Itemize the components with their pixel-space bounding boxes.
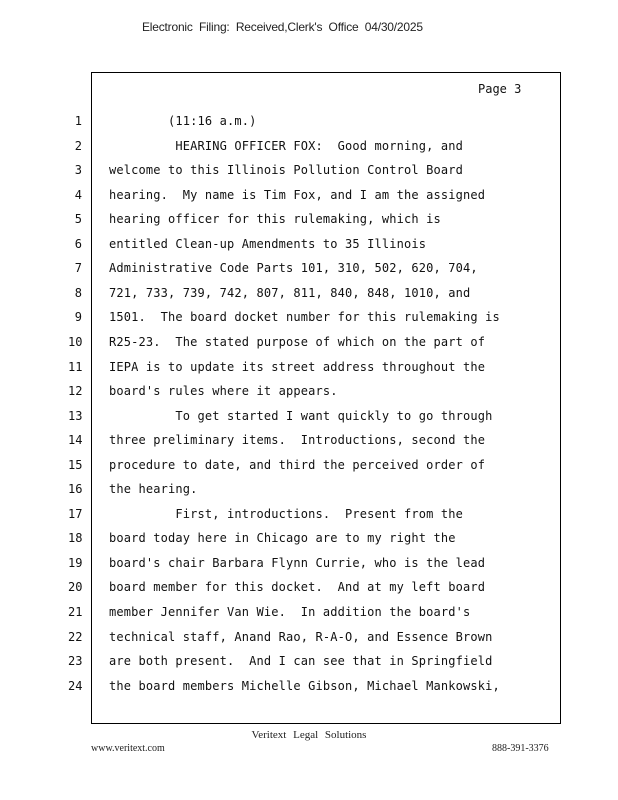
transcript-line-text: entitled Clean-up Amendments to 35 Illinois (109, 237, 427, 251)
line-number: 17 (68, 507, 83, 521)
transcript-line-text: R25-23. The stated purpose of which on the part of (109, 335, 486, 349)
line-number: 16 (68, 482, 83, 496)
line-number: 12 (68, 384, 83, 398)
line-number: 5 (74, 212, 82, 226)
transcript-line-text: member Jennifer Van Wie. In addition the board's (109, 605, 471, 619)
transcript-line-text: (11:16 a.m.) (109, 114, 257, 128)
line-number: 7 (74, 261, 82, 275)
transcript-line-text: three preliminary items. Introductions, second the (109, 433, 486, 447)
transcript-line-text: procedure to date, and third the perceived order of (109, 458, 486, 472)
line-number: 1 (74, 114, 82, 128)
transcript-line-text: board's chair Barbara Flynn Currie, who is the lead (109, 556, 486, 570)
transcript-line-text: technical staff, Anand Rao, R-A-O, and Essence Brown (109, 630, 493, 644)
transcript-line-text: board's rules where it appears. (109, 384, 338, 398)
line-number: 9 (74, 310, 82, 324)
line-number: 14 (68, 433, 83, 447)
line-number: 21 (68, 605, 83, 619)
line-number: 22 (68, 630, 83, 644)
transcript-line-text: board member for this docket. And at my left board (109, 580, 486, 594)
line-number: 15 (68, 458, 83, 472)
filing-stamp: Electronic Filing: Received,Clerk's Office 04/30/2025 (142, 20, 423, 34)
line-number: 2 (74, 139, 82, 153)
transcript-line-text: welcome to this Illinois Pollution Control Board (109, 163, 463, 177)
transcript-line-text: are both present. And I can see that in Springfield (109, 654, 493, 668)
transcript-line-text: 1501. The board docket number for this rulemaking is (109, 310, 500, 324)
line-number: 6 (74, 237, 82, 251)
page-number: Page 3 (478, 82, 522, 96)
line-number: 11 (68, 360, 83, 374)
transcript-line-text: Administrative Code Parts 101, 310, 502, 620, 704, (109, 261, 478, 275)
transcript-line-text: the hearing. (109, 482, 198, 496)
transcript-line-text: 721, 733, 739, 742, 807, 811, 840, 848, 1010, and (109, 286, 471, 300)
line-number: 4 (74, 188, 82, 202)
line-number: 8 (74, 286, 82, 300)
line-number: 20 (68, 580, 83, 594)
line-number: 3 (74, 163, 82, 177)
transcript-line-text: hearing officer for this rulemaking, which is (109, 212, 441, 226)
transcript-line-text: IEPA is to update its street address throughout the (109, 360, 486, 374)
line-number: 10 (68, 335, 83, 349)
transcript-line-text: the board members Michelle Gibson, Michael Mankowski, (109, 679, 500, 693)
transcript-line-text: To get started I want quickly to go through (109, 409, 493, 423)
line-number: 23 (68, 654, 83, 668)
line-number: 13 (68, 409, 83, 423)
transcript-line-text: hearing. My name is Tim Fox, and I am the assigned (109, 188, 486, 202)
footer-website: www.veritext.com (91, 743, 165, 754)
footer-company: Veritext Legal Solutions (251, 729, 367, 741)
line-number: 24 (68, 679, 83, 693)
transcript-line-text: board today here in Chicago are to my right the (109, 531, 456, 545)
line-number: 19 (68, 556, 83, 570)
footer-phone: 888-391-3376 (492, 743, 549, 754)
transcript-line-text: First, introductions. Present from the (109, 507, 463, 521)
line-number: 18 (68, 531, 83, 545)
transcript-line-text: HEARING OFFICER FOX: Good morning, and (109, 139, 463, 153)
